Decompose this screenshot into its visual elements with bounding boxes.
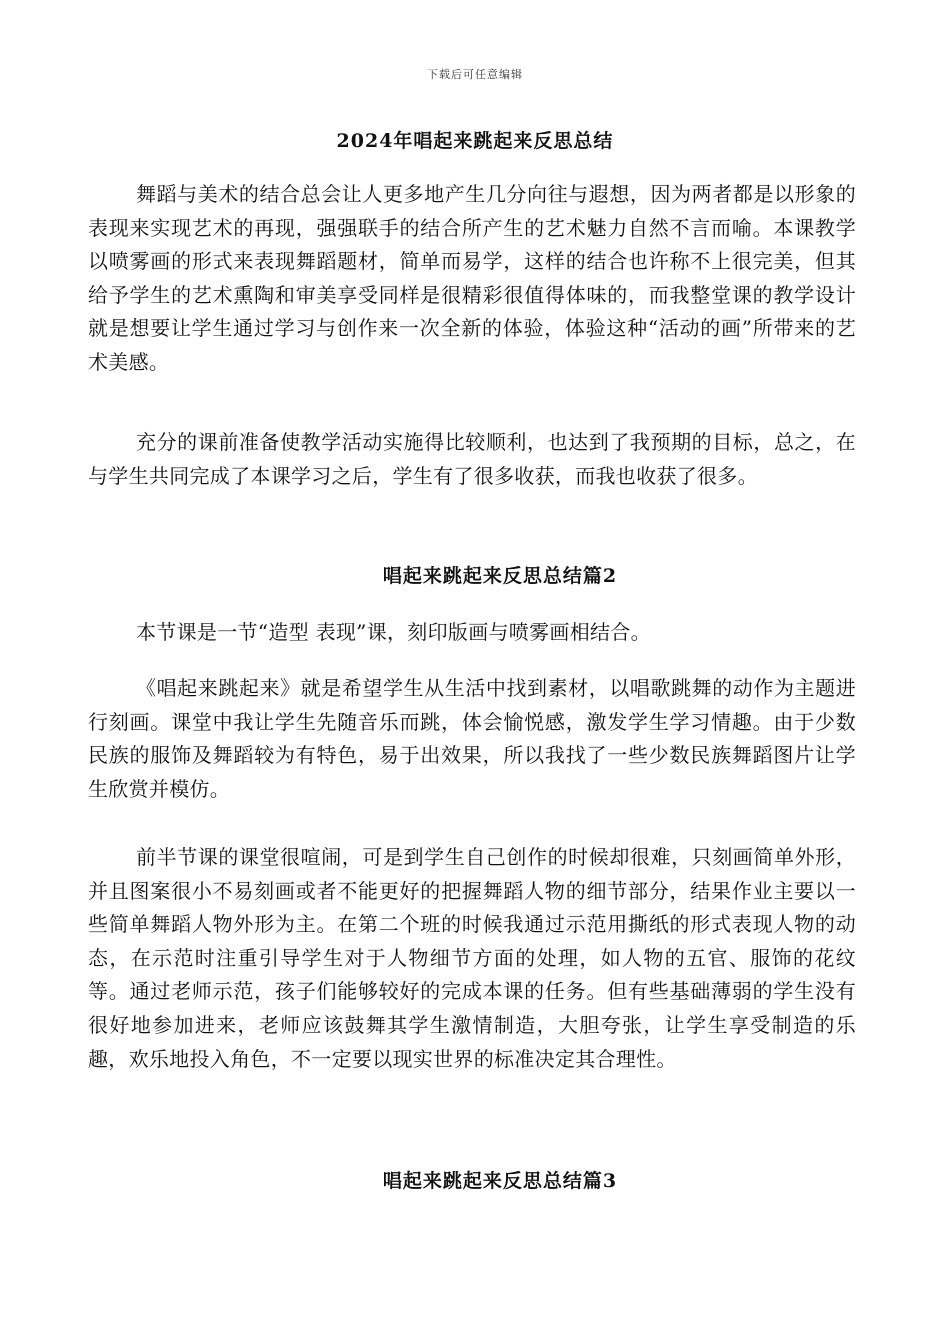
paragraph-3: 本节课是一节“造型 表现”课，刻印版画与喷雾画相结合。: [136, 620, 651, 644]
paragraph-2: 充分的课前准备使教学活动实施得比较顺利，也达到了我预期的目标，总之，在与学生共同完成了本课学习之后，学生有了很多收获，而我也收获了很多。: [88, 430, 856, 488]
paragraph-5: 前半节课的课堂很喧闹，可是到学生自己创作的时候却很难，只刻画简单外形，并且图案很小不易刻画或者不能更好的把握舞蹈人物的细节部分，结果作业主要以一些简单舞蹈人物外形为主。在第二个班的时候我通过示范用撕纸的形式表现人物的动态，在示范时注重引导学生对于人物细节方面的处理，如人物的五官、服饰的花纹等。通过老师示范，孩子们能够较好的完成本课的任务。但有些基础薄弱的学生没有很好地参加进来，老师应该鼓舞其学生激情制造，大胆夸张，让学生享受制造的乐趣，欢乐地投入角色，不一定要以现实世界的标准决定其合理性。: [88, 845, 856, 1071]
header-note: 下载后可任意编辑: [427, 68, 523, 81]
paragraph-1: 舞蹈与美术的结合总会让人更多地产生几分向往与遐想，因为两者都是以形象的表现来实现艺术的再现，强强联手的结合所产生的艺术魅力自然不言而喻。本课教学以喷雾画的形式来表现舞蹈题材，简单而易学，这样的结合也许称不上很完美，但其给予学生的艺术熏陶和审美享受同样是很精彩很值得体味的，而我整堂课的教学设计就是想要让学生通过学习与创作来一次全新的体验，体验这种“活动的画”所带来的艺术美感。: [88, 182, 856, 374]
document-title: 2024年唱起来跳起来反思总结: [336, 130, 614, 152]
section-heading-2: 唱起来跳起来反思总结篇2: [382, 565, 618, 587]
paragraph-4: 《唱起来跳起来》就是希望学生从生活中找到素材，以唱歌跳舞的动作为主题进行刻画。课堂中我让学生先随音乐而跳，体会愉悦感，激发学生学习情趣。由于少数民族的服饰及舞蹈较为有特色，易于出效果，所以我找了一些少数民族舞蹈图片让学生欣赏并模仿。: [88, 676, 856, 801]
section-heading-3: 唱起来跳起来反思总结篇3: [382, 1170, 618, 1192]
